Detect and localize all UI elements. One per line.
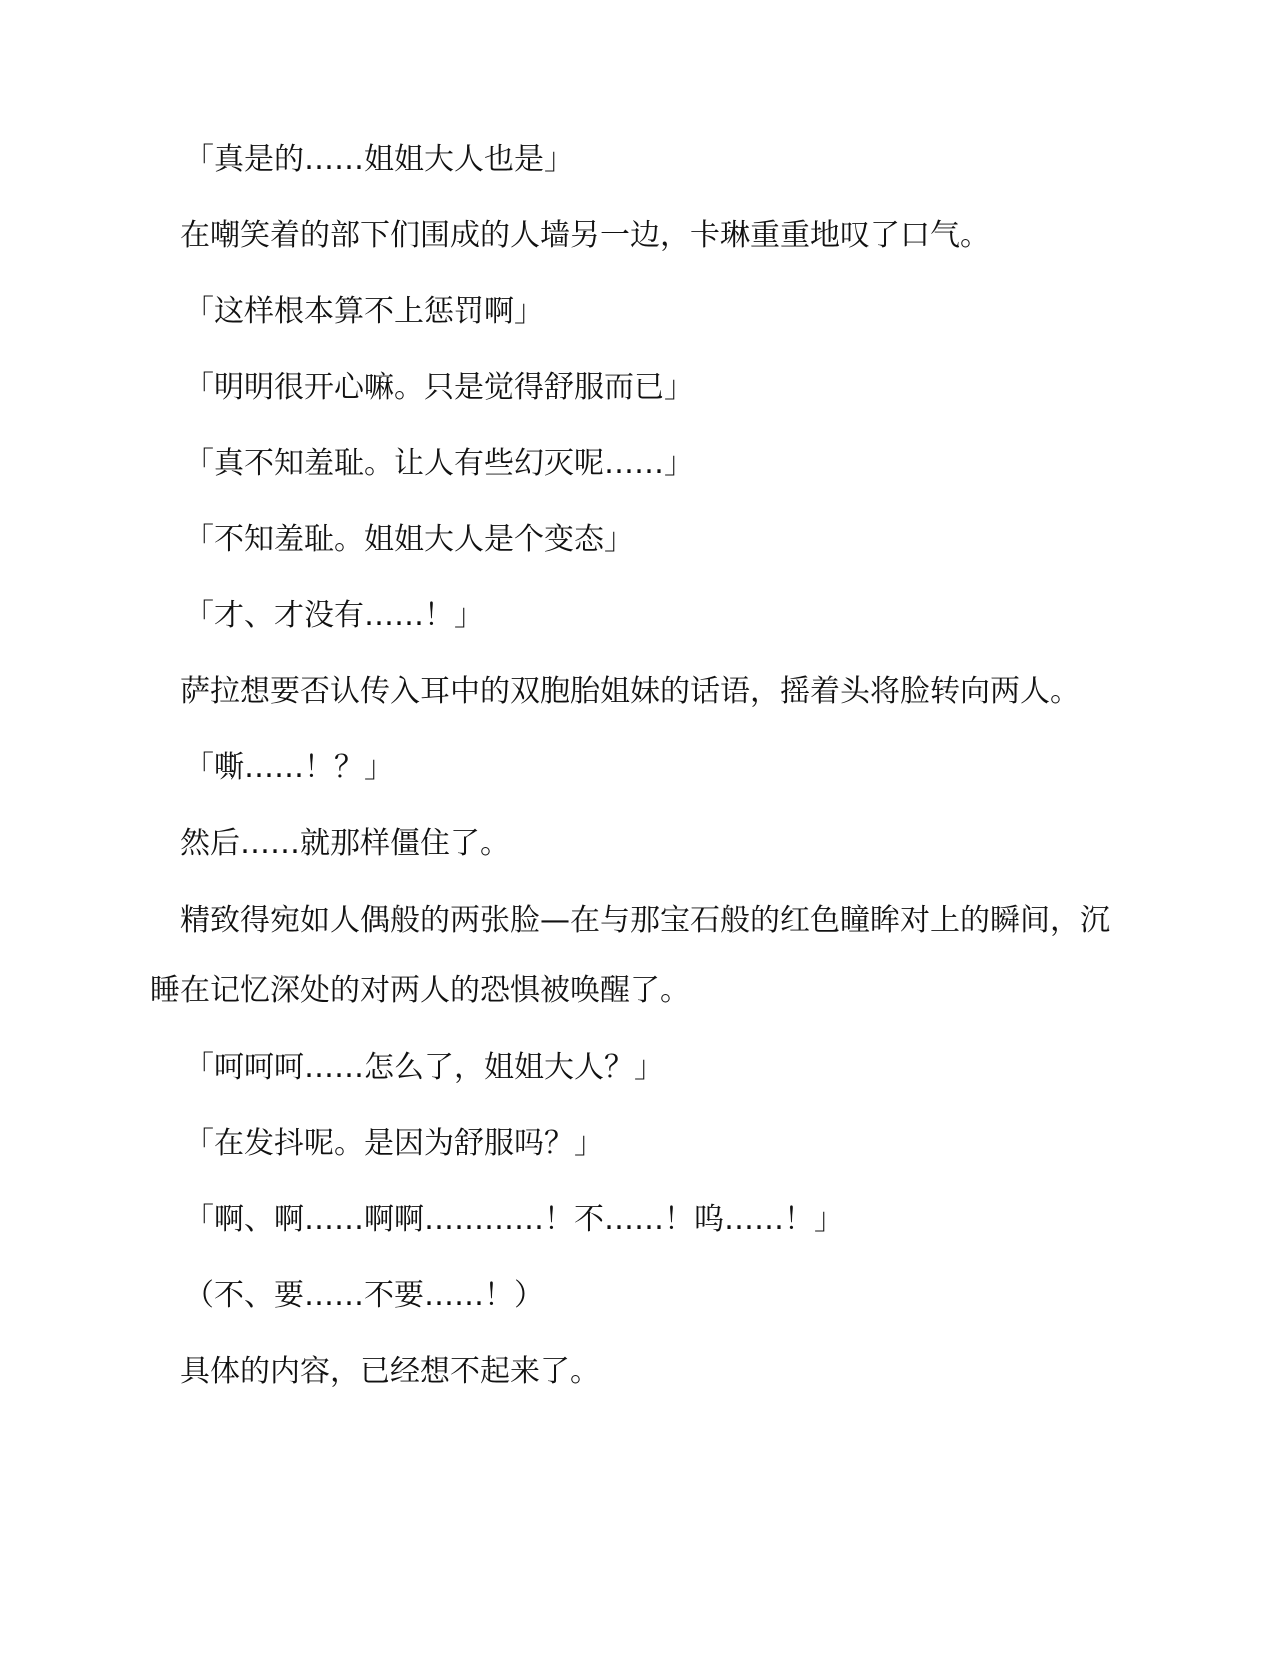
dialogue-line: 「呵呵呵……怎么了，姐姐大人？」 (184, 1050, 664, 1085)
narration-paragraph: 然后……就那样僵住了。 (180, 826, 510, 861)
narration-paragraph: 萨拉想要否认传入耳中的双胞胎姐妹的话语，摇着头将脸转向两人。 (180, 674, 1080, 709)
dialogue-line: 「真不知羞耻。让人有些幻灭呢……」 (184, 446, 694, 481)
dialogue-line: 「真是的……姐姐大人也是」 (184, 142, 574, 177)
narration-paragraph: 精致得宛如人偶般的两张脸—在与那宝石般的红色瞳眸对上的瞬间，沉睡在记忆深处的对两人的恐惧被唤醒了。 (150, 903, 1110, 1008)
dialogue-line: 「在发抖呢。是因为舒服吗？」 (184, 1126, 604, 1161)
inner-thought-line: （不、要……不要……！） (184, 1278, 544, 1313)
dialogue-line: 「嘶……！？」 (184, 750, 394, 785)
narration-paragraph: 具体的内容，已经想不起来了。 (180, 1354, 600, 1389)
dialogue-line: 「明明很开心嘛。只是觉得舒服而已」 (184, 370, 694, 405)
dialogue-line: 「这样根本算不上惩罚啊」 (184, 294, 544, 329)
dialogue-line: 「不知羞耻。姐姐大人是个变态」 (184, 522, 634, 557)
dialogue-line: 「啊、啊……啊啊…………！不……！呜……！」 (184, 1202, 844, 1237)
narration-paragraph: 在嘲笑着的部下们围成的人墙另一边，卡琳重重地叹了口气。 (180, 218, 990, 253)
novel-text-body (150, 140, 1130, 1428)
dialogue-line: 「才、才没有……！」 (184, 598, 484, 633)
